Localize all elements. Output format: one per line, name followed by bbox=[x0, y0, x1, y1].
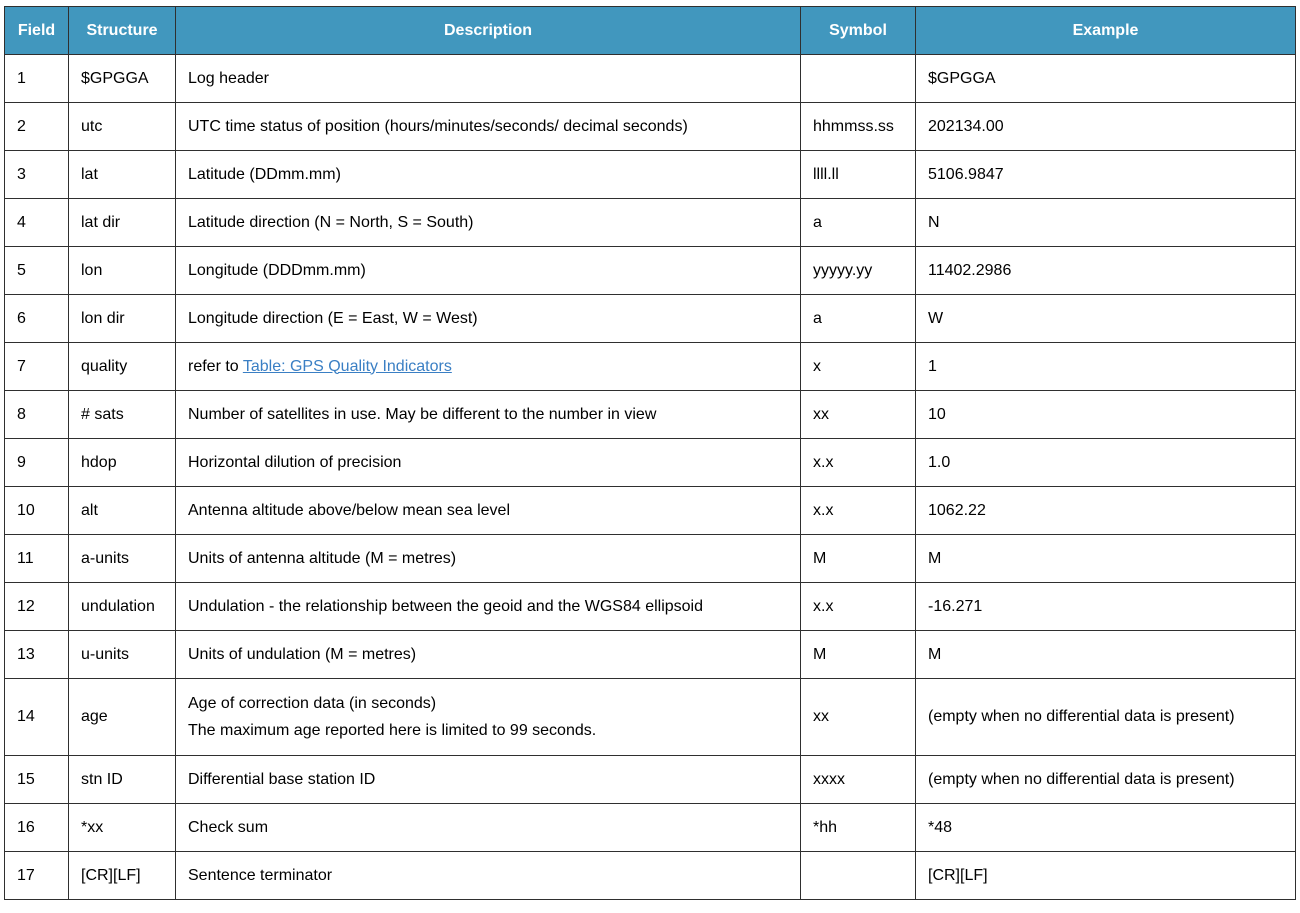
cell-description bbox=[176, 679, 801, 756]
table-row bbox=[5, 247, 1296, 295]
cell-field: 1 bbox=[5, 55, 69, 103]
cell-structure: quality bbox=[69, 343, 176, 391]
cell-description: Units of antenna altitude (M = metres) bbox=[176, 535, 801, 583]
cell-field: 17 bbox=[5, 852, 69, 900]
cell-symbol: xx bbox=[801, 391, 916, 439]
cell-symbol: M bbox=[801, 631, 916, 679]
cell-field: 15 bbox=[5, 756, 69, 804]
gpgga-field-table bbox=[4, 6, 1296, 900]
cell-symbol: xxxx bbox=[801, 756, 916, 804]
cell-symbol: x.x bbox=[801, 487, 916, 535]
cell-symbol: x.x bbox=[801, 439, 916, 487]
cell-field: 5 bbox=[5, 247, 69, 295]
table-row bbox=[5, 852, 1296, 900]
cell-description: Undulation - the relationship between the geoid and the WGS84 ellipsoid bbox=[176, 583, 801, 631]
cell-structure: lat dir bbox=[69, 199, 176, 247]
cell-description: Sentence terminator bbox=[176, 852, 801, 900]
cell-symbol bbox=[801, 852, 916, 900]
cell-example: [CR][LF] bbox=[916, 852, 1296, 900]
cell-example: 1062.22 bbox=[916, 487, 1296, 535]
cell-symbol: hhmmss.ss bbox=[801, 103, 916, 151]
cell-structure: lon bbox=[69, 247, 176, 295]
cell-example: 1 bbox=[916, 343, 1296, 391]
cell-example: (empty when no differential data is present) bbox=[916, 756, 1296, 804]
cell-field: 2 bbox=[5, 103, 69, 151]
cell-example: 5106.9847 bbox=[916, 151, 1296, 199]
cell-example: N bbox=[916, 199, 1296, 247]
cell-structure: utc bbox=[69, 103, 176, 151]
cell-symbol: M bbox=[801, 535, 916, 583]
cell-example: W bbox=[916, 295, 1296, 343]
cell-description: Horizontal dilution of precision bbox=[176, 439, 801, 487]
cell-description: Units of undulation (M = metres) bbox=[176, 631, 801, 679]
description-line-2: The maximum age reported here is limited to 99 seconds. bbox=[188, 721, 597, 739]
header-example: Example bbox=[916, 7, 1296, 55]
cell-structure: u-units bbox=[69, 631, 176, 679]
cell-symbol: a bbox=[801, 199, 916, 247]
description-line-1: Age of correction data (in seconds) bbox=[188, 694, 437, 712]
cell-description: Check sum bbox=[176, 804, 801, 852]
cell-structure: *xx bbox=[69, 804, 176, 852]
cell-structure: $GPGGA bbox=[69, 55, 176, 103]
cell-structure: # sats bbox=[69, 391, 176, 439]
table-row bbox=[5, 679, 1296, 756]
header-symbol: Symbol bbox=[801, 7, 916, 55]
cell-symbol: llll.ll bbox=[801, 151, 916, 199]
cell-field: 6 bbox=[5, 295, 69, 343]
cell-field: 11 bbox=[5, 535, 69, 583]
cell-example: 11402.2986 bbox=[916, 247, 1296, 295]
cell-description: UTC time status of position (hours/minutes/seconds/ decimal seconds) bbox=[176, 103, 801, 151]
header-description: Description bbox=[176, 7, 801, 55]
cell-structure: a-units bbox=[69, 535, 176, 583]
cell-example: -16.271 bbox=[916, 583, 1296, 631]
table-row bbox=[5, 151, 1296, 199]
cell-structure: age bbox=[69, 679, 176, 756]
cell-field: 14 bbox=[5, 679, 69, 756]
cell-structure: lat bbox=[69, 151, 176, 199]
table-row bbox=[5, 55, 1296, 103]
cell-description: Log header bbox=[176, 55, 801, 103]
cell-example: 10 bbox=[916, 391, 1296, 439]
cell-field: 3 bbox=[5, 151, 69, 199]
cell-structure: hdop bbox=[69, 439, 176, 487]
cell-description: Antenna altitude above/below mean sea level bbox=[176, 487, 801, 535]
cell-structure: lon dir bbox=[69, 295, 176, 343]
cell-field: 12 bbox=[5, 583, 69, 631]
table-row bbox=[5, 199, 1296, 247]
table-row bbox=[5, 439, 1296, 487]
cell-symbol: x bbox=[801, 343, 916, 391]
cell-symbol: *hh bbox=[801, 804, 916, 852]
table-row bbox=[5, 535, 1296, 583]
gpgga-table-wrapper bbox=[4, 6, 1295, 900]
cell-structure: undulation bbox=[69, 583, 176, 631]
cell-structure: [CR][LF] bbox=[69, 852, 176, 900]
cell-description: Latitude direction (N = North, S = South) bbox=[176, 199, 801, 247]
table-row bbox=[5, 583, 1296, 631]
cell-field: 4 bbox=[5, 199, 69, 247]
header-structure: Structure bbox=[69, 7, 176, 55]
table-row bbox=[5, 756, 1296, 804]
cell-description: Longitude (DDDmm.mm) bbox=[176, 247, 801, 295]
cell-field: 10 bbox=[5, 487, 69, 535]
gps-quality-indicators-link[interactable]: Table: GPS Quality Indicators bbox=[242, 357, 452, 375]
cell-example: 1.0 bbox=[916, 439, 1296, 487]
cell-field: 16 bbox=[5, 804, 69, 852]
cell-field: 7 bbox=[5, 343, 69, 391]
cell-description: Longitude direction (E = East, W = West) bbox=[176, 295, 801, 343]
description-prefix: refer to bbox=[188, 357, 243, 375]
cell-symbol: a bbox=[801, 295, 916, 343]
table-row bbox=[5, 295, 1296, 343]
cell-symbol: xx bbox=[801, 679, 916, 756]
cell-description bbox=[176, 343, 801, 391]
table-row bbox=[5, 804, 1296, 852]
table-row bbox=[5, 103, 1296, 151]
table-header-row bbox=[5, 7, 1296, 55]
cell-symbol: yyyyy.yy bbox=[801, 247, 916, 295]
cell-structure: stn ID bbox=[69, 756, 176, 804]
cell-symbol: x.x bbox=[801, 583, 916, 631]
cell-description: Number of satellites in use. May be different to the number in view bbox=[176, 391, 801, 439]
cell-field: 8 bbox=[5, 391, 69, 439]
table-row bbox=[5, 343, 1296, 391]
table-row bbox=[5, 631, 1296, 679]
cell-field: 9 bbox=[5, 439, 69, 487]
header-field: Field bbox=[5, 7, 69, 55]
cell-symbol bbox=[801, 55, 916, 103]
table-row bbox=[5, 391, 1296, 439]
cell-example: M bbox=[916, 535, 1296, 583]
cell-example: 202134.00 bbox=[916, 103, 1296, 151]
cell-example: $GPGGA bbox=[916, 55, 1296, 103]
cell-description: Latitude (DDmm.mm) bbox=[176, 151, 801, 199]
table-row bbox=[5, 487, 1296, 535]
cell-example: (empty when no differential data is present) bbox=[916, 679, 1296, 756]
cell-description: Differential base station ID bbox=[176, 756, 801, 804]
cell-example: *48 bbox=[916, 804, 1296, 852]
cell-field: 13 bbox=[5, 631, 69, 679]
cell-example: M bbox=[916, 631, 1296, 679]
cell-structure: alt bbox=[69, 487, 176, 535]
